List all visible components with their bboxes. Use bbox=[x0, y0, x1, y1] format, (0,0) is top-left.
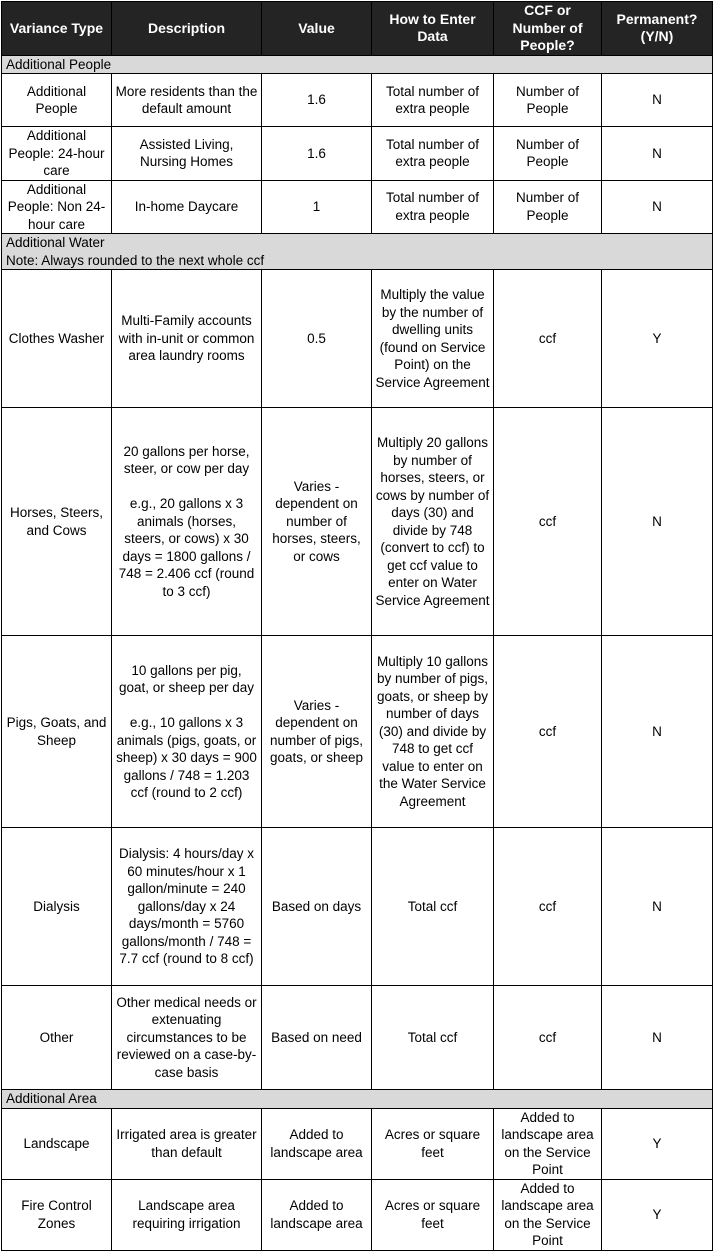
table-row bbox=[2, 636, 713, 828]
cell-description: 20 gallons per horse, steer, or cow per day e.g., 20 gallons x 3 animals (horses, steers, or cows) x 30 days = 1800 gallons / 748 = 2.406 ccf (round to 3 ccf) bbox=[112, 408, 262, 636]
cell-unit: Number of People bbox=[494, 127, 602, 181]
cell-variance-type: Additional People: Non 24-hour care bbox=[2, 180, 112, 234]
section-row bbox=[2, 55, 713, 74]
table-row bbox=[2, 828, 713, 986]
cell-value: Based on need bbox=[262, 986, 372, 1090]
table-row bbox=[2, 74, 713, 127]
section-additional-area: Additional Area bbox=[2, 1090, 713, 1109]
cell-unit: Added to landscape area on the Service Point bbox=[494, 1108, 602, 1179]
cell-variance-type: Fire Control Zones bbox=[2, 1179, 112, 1250]
cell-permanent: Y bbox=[602, 270, 713, 408]
cell-value: Varies - dependent on number of pigs, goats, or sheep bbox=[262, 636, 372, 828]
cell-value: 1 bbox=[262, 180, 372, 234]
cell-description: Landscape area requiring irrigation bbox=[112, 1179, 262, 1250]
cell-description: Multi-Family accounts with in-unit or common area laundry rooms bbox=[112, 270, 262, 408]
variance-table bbox=[1, 1, 713, 1251]
cell-permanent: N bbox=[602, 408, 713, 636]
cell-permanent: Y bbox=[602, 1108, 713, 1179]
table-row bbox=[2, 986, 713, 1090]
cell-variance-type: Other bbox=[2, 986, 112, 1090]
section-row bbox=[2, 1090, 713, 1109]
cell-permanent: N bbox=[602, 74, 713, 127]
cell-permanent: Y bbox=[602, 1179, 713, 1250]
cell-value: Added to landscape area bbox=[262, 1108, 372, 1179]
section-additional-people: Additional People bbox=[2, 55, 713, 74]
cell-value: 0.5 bbox=[262, 270, 372, 408]
cell-variance-type: Landscape bbox=[2, 1108, 112, 1179]
cell-unit: ccf bbox=[494, 636, 602, 828]
cell-how-to-enter: Total number of extra people bbox=[372, 180, 494, 234]
cell-value: Added to landscape area bbox=[262, 1179, 372, 1250]
cell-value: Varies - dependent on number of horses, steers, or cows bbox=[262, 408, 372, 636]
cell-how-to-enter: Total number of extra people bbox=[372, 74, 494, 127]
cell-unit: ccf bbox=[494, 828, 602, 986]
cell-how-to-enter: Total ccf bbox=[372, 828, 494, 986]
header-value: Value bbox=[262, 2, 372, 56]
cell-unit: Number of People bbox=[494, 180, 602, 234]
table-row bbox=[2, 180, 713, 234]
cell-description: More residents than the default amount bbox=[112, 74, 262, 127]
header-how-to-enter: How to Enter Data bbox=[372, 2, 494, 56]
cell-how-to-enter: Multiply 20 gallons by number of horses, steers, or cows by number of days (30) and divide by 748 (convert to ccf) to get ccf value to enter on Water Service Agreement bbox=[372, 408, 494, 636]
cell-variance-type: Clothes Washer bbox=[2, 270, 112, 408]
cell-variance-type: Additional People bbox=[2, 74, 112, 127]
table-row bbox=[2, 127, 713, 181]
cell-how-to-enter: Acres or square feet bbox=[372, 1179, 494, 1250]
section-note: Note: Always rounded to the next whole ccf bbox=[6, 252, 265, 268]
cell-description: 10 gallons per pig, goat, or sheep per day e.g., 10 gallons x 3 animals (pigs, goats, or sheep) x 30 days = 900 gallons / 748 = 1.203 ccf (round to 2 ccf) bbox=[112, 636, 262, 828]
table-row bbox=[2, 1108, 713, 1179]
cell-unit: Number of People bbox=[494, 74, 602, 127]
cell-permanent: N bbox=[602, 636, 713, 828]
cell-how-to-enter: Multiply 10 gallons by number of pigs, goats, or sheep by number of days (30) and divide by 748 to get ccf value to enter on the Water Service Agreement bbox=[372, 636, 494, 828]
table-row bbox=[2, 1179, 713, 1250]
cell-unit: ccf bbox=[494, 408, 602, 636]
cell-value: 1.6 bbox=[262, 74, 372, 127]
cell-description: Assisted Living, Nursing Homes bbox=[112, 127, 262, 181]
cell-how-to-enter: Total ccf bbox=[372, 986, 494, 1090]
header-permanent: Permanent? (Y/N) bbox=[602, 2, 713, 56]
cell-unit: Added to landscape area on the Service Point bbox=[494, 1179, 602, 1250]
cell-unit: ccf bbox=[494, 986, 602, 1090]
cell-permanent: N bbox=[602, 986, 713, 1090]
cell-permanent: N bbox=[602, 828, 713, 986]
cell-unit: ccf bbox=[494, 270, 602, 408]
header-description: Description bbox=[112, 2, 262, 56]
cell-permanent: N bbox=[602, 127, 713, 181]
header-variance-type: Variance Type bbox=[2, 2, 112, 56]
section-row bbox=[2, 234, 713, 270]
cell-variance-type: Additional People: 24-hour care bbox=[2, 127, 112, 181]
cell-description: Dialysis: 4 hours/day x 60 minutes/hour x 1 gallon/minute = 240 gallons/day x 24 days/month = 5760 gallons/month / 748 = 7.7 ccf (round to 8 ccf) bbox=[112, 828, 262, 986]
cell-variance-type: Dialysis bbox=[2, 828, 112, 986]
section-title: Additional Water bbox=[6, 235, 105, 250]
section-additional-water bbox=[2, 234, 713, 270]
cell-how-to-enter: Total number of extra people bbox=[372, 127, 494, 181]
cell-description: Other medical needs or extenuating circumstances to be reviewed on a case-by-case basis bbox=[112, 986, 262, 1090]
cell-value: Based on days bbox=[262, 828, 372, 986]
cell-how-to-enter: Acres or square feet bbox=[372, 1108, 494, 1179]
cell-value: 1.6 bbox=[262, 127, 372, 181]
table-row bbox=[2, 270, 713, 408]
cell-description: Irrigated area is greater than default bbox=[112, 1108, 262, 1179]
table-row bbox=[2, 408, 713, 636]
cell-how-to-enter: Multiply the value by the number of dwelling units (found on Service Point) on the Service Agreement bbox=[372, 270, 494, 408]
cell-permanent: N bbox=[602, 180, 713, 234]
cell-variance-type: Pigs, Goats, and Sheep bbox=[2, 636, 112, 828]
cell-variance-type: Horses, Steers, and Cows bbox=[2, 408, 112, 636]
cell-description: In-home Daycare bbox=[112, 180, 262, 234]
header-ccf-or-people: CCF or Number of People? bbox=[494, 2, 602, 56]
header-row bbox=[2, 2, 713, 56]
